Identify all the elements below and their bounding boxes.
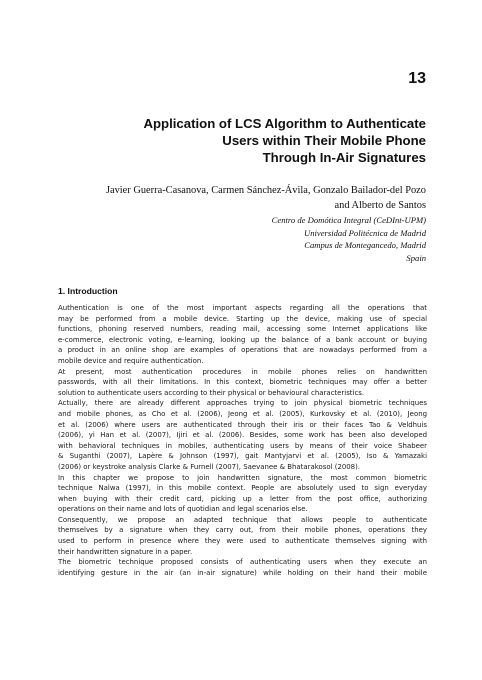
body-line: Consequently, we propose an adapted technique that allows people to authenticate [58, 515, 427, 524]
body-line: functions, phoning reserved numbers, reading mail, accessing some Internet applications like [58, 325, 427, 334]
author-line: Javier Guerra-Casanova, Carmen Sánchez-Ávila, Gonzalo Bailador-del Pozo [105, 185, 426, 196]
body-line: used to perform in presence where they were used to authenticate themselves signing with [58, 537, 427, 546]
chapter-title [46, 115, 426, 166]
chapter-number: 13 [408, 70, 426, 87]
body-line: operations on their name and lots of quotidian and legal scenarios else. [58, 505, 308, 514]
body-line: At present, most authentication procedures in mobile phones relies on handwritten [58, 367, 427, 376]
body-line: & Suganthi (2007), Lapère & Johnson (1997), gait Mantyjarvi et al. (2005), Iso & Yamazaki [58, 452, 427, 461]
title-line: Users within Their Mobile Phone [222, 133, 426, 148]
author-list [46, 183, 426, 213]
affiliation [126, 214, 426, 264]
author-line: and Alberto de Santos [334, 200, 426, 211]
body-line: Actually, there are already different approaches trying to join physical biometric techniques [58, 399, 427, 408]
body-line: when buying with their credit card, picking up a letter from the post office, authorizing [58, 494, 427, 503]
body-line: (2006), yi Han et al. (2007), Ijiri et al. (2006). Besides, some work has been also developed [58, 431, 427, 440]
body-line: their handwritten signature in a paper. [58, 547, 193, 556]
affiliation-line: Spain [406, 252, 426, 263]
body-line: and mobile phones, as Cho et al. (2006), Jeong et al. (2005), Kurkovsky et al. (2010), Jeong [58, 409, 427, 418]
title-line: Through In-Air Signatures [262, 150, 426, 165]
body-text [58, 303, 427, 578]
body-line: e-commerce, electronic voting, e-learning, looking up the balance of a bank account or buying [58, 335, 427, 344]
body-line: Authentication is one of the most important aspects regarding all the operations that [58, 304, 427, 312]
body-line: a product in an online shop are examples of operations that are nowadays performed from a [58, 346, 427, 355]
body-line: passwords, with all their limitations. In this context, biometric techniques may offer a better [58, 378, 427, 387]
section-heading: 1. Introduction [58, 286, 118, 296]
body-line: themselves by a signature when they carry out, from their mobile phones, operations they [58, 526, 427, 535]
affiliation-line: Campus de Montegancedo, Madrid [304, 240, 426, 251]
affiliation-line: Universidad Politécnica de Madrid [304, 227, 426, 238]
body-line: technique Nalwa (1997), in this mobile context. People are absolutely used to sign everyday [58, 484, 427, 493]
body-line: In this chapter we propose to join handwritten signature, the most common biometric [58, 473, 427, 482]
body-line: identifying gesture in the air (an in-air signature) while holding on their hand their mobile [58, 568, 427, 577]
body-line: mobile device and require authentication. [58, 356, 204, 365]
body-line: et al. (2006) where users are authenticated through their iris or their faces Tao & Veldhuis [58, 420, 427, 429]
body-line: (2006) or keystroke analysis Clarke & Furnell (2007), Saevanee & Bhatarakosol (2008). [58, 462, 361, 471]
body-line: may be performed from a mobile device. Starting up the device, making use of special [58, 314, 427, 323]
body-line: The biometric technique proposed consists of authenticating users when they execute an [58, 558, 427, 567]
body-line: with behavioral techniques in mobiles, authenticating users by means of their voice Shabeer [58, 441, 427, 450]
affiliation-line: Centro de Domótica Integral (CeDInt-UPM) [271, 215, 426, 225]
title-line: Application of LCS Algorithm to Authenticate [143, 116, 426, 131]
body-line: solution to authenticate users according to their physical or behavioural characteristics. [58, 388, 365, 397]
